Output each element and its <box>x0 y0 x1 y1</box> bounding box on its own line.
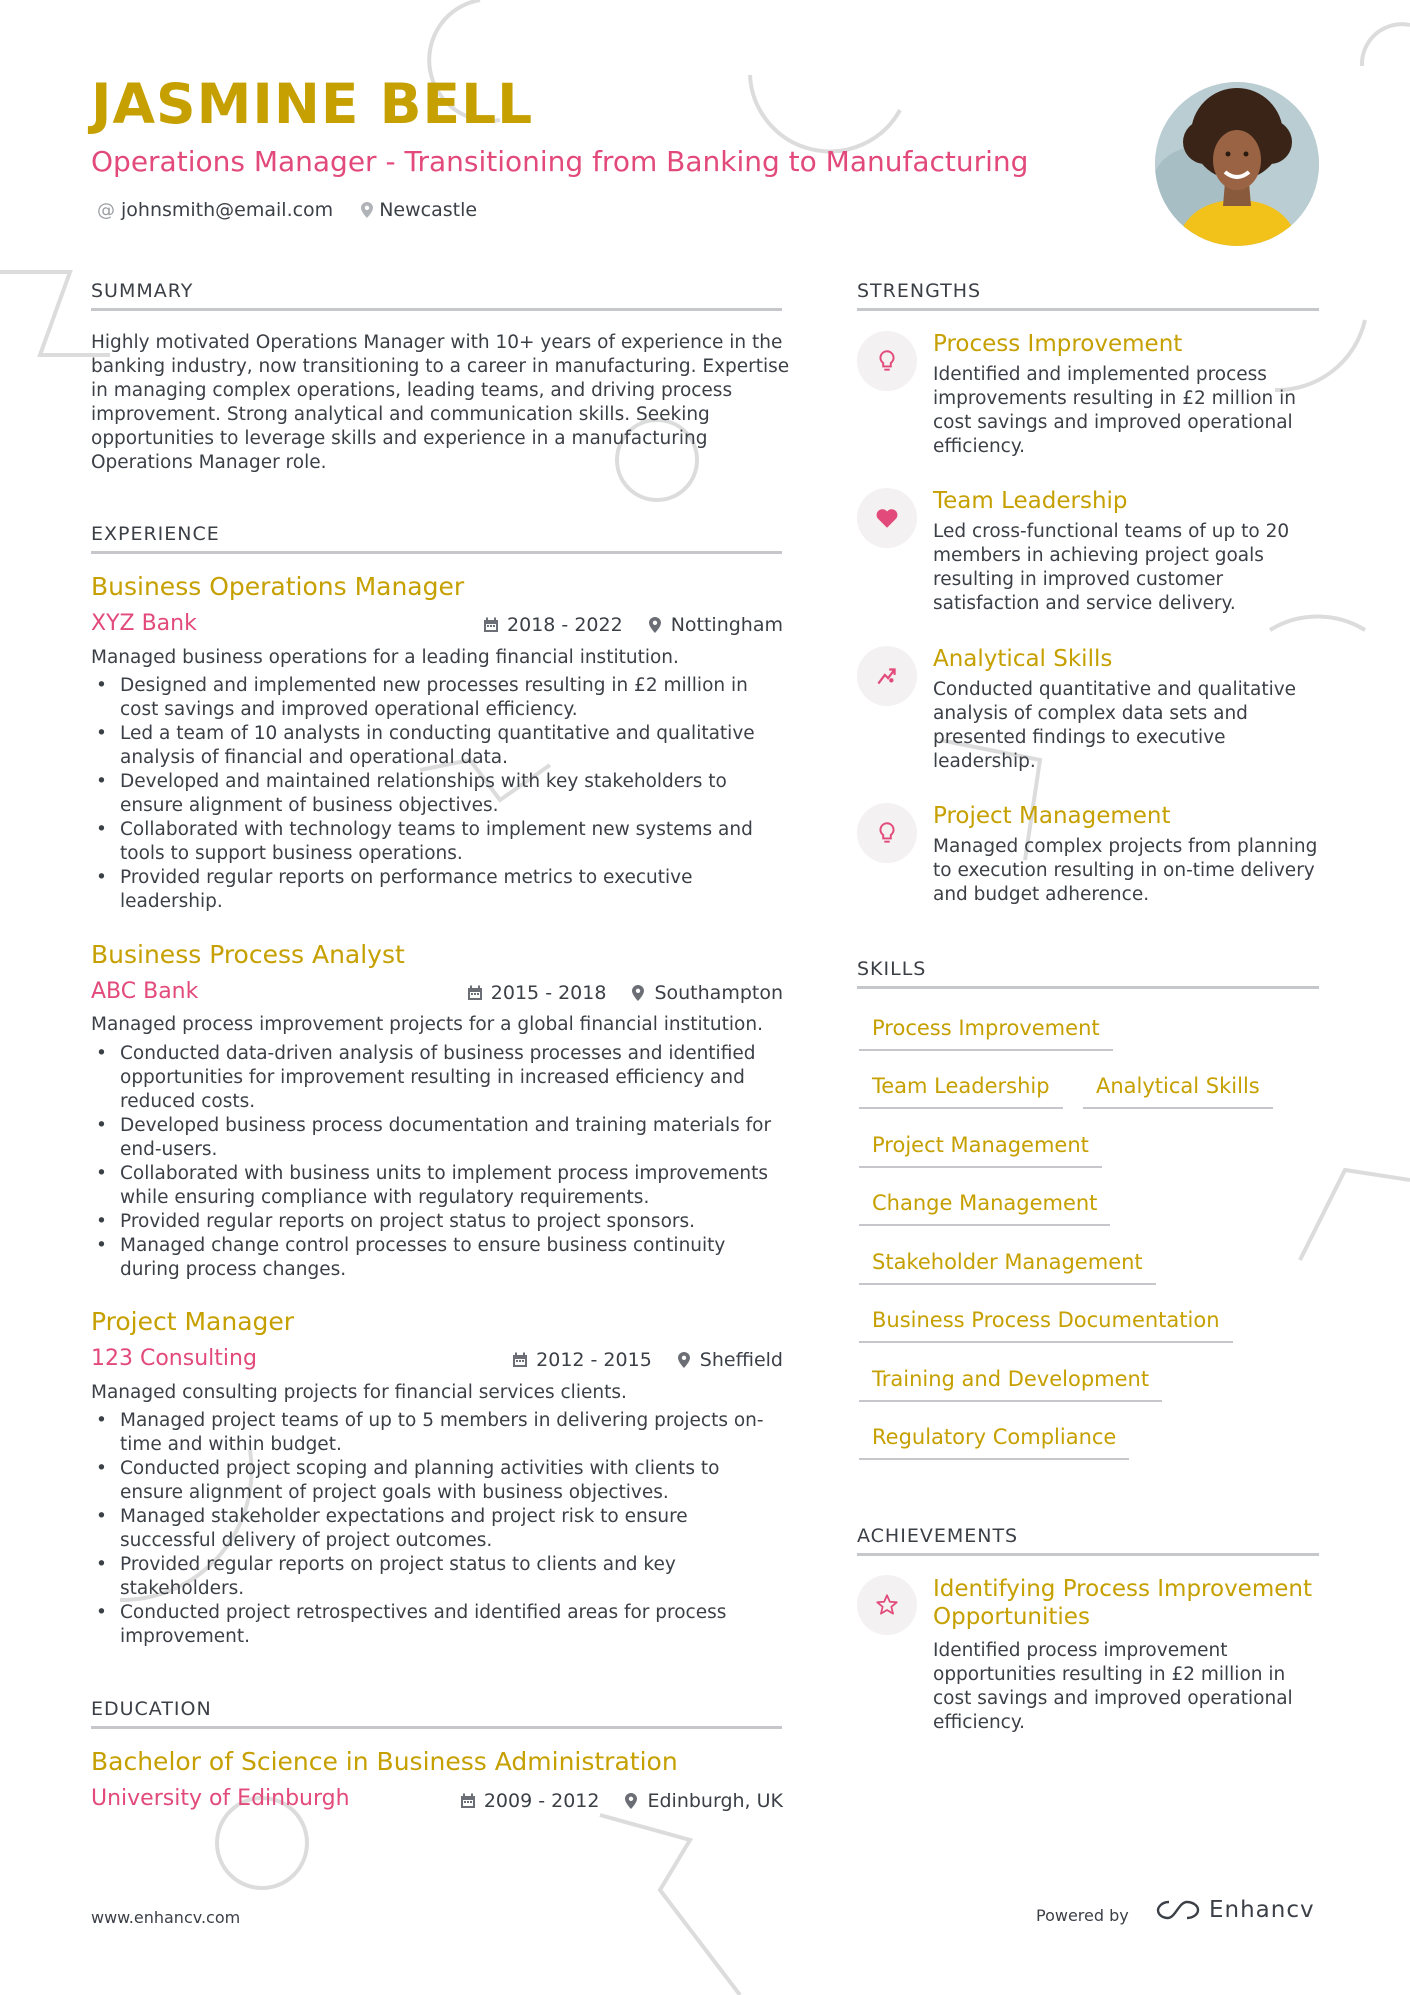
profile-photo <box>1155 82 1319 246</box>
job-location-text: Sheffield <box>699 1349 783 1371</box>
skills-heading: SKILLS <box>857 958 1319 989</box>
bullet-item: • Developed and maintained relationships with key stakeholders to ensure alignment of business objectives. <box>91 770 791 818</box>
job-role: Business Operations Manager <box>91 572 465 601</box>
job-dates <box>467 982 607 1004</box>
job-role: Project Manager <box>91 1307 295 1336</box>
summary-line: opportunities to leverage skills and experience in a manufacturing <box>91 428 708 449</box>
education-school: University of Edinburgh <box>91 1786 350 1811</box>
location-pin-icon <box>623 1793 639 1809</box>
strength-icon-wrap <box>857 488 917 548</box>
email-text: johnsmith@email.com <box>121 199 334 221</box>
contact-location <box>361 199 477 221</box>
education-heading: EDUCATION <box>91 1698 782 1729</box>
lightbulb-icon <box>874 820 900 846</box>
achievement-icon-wrap <box>857 1575 917 1635</box>
location-pin-icon <box>676 1352 692 1368</box>
education-location-text: Edinburgh, UK <box>647 1790 783 1812</box>
strength-icon-wrap <box>857 803 917 863</box>
strength-text: Led cross-functional teams of up to 20 members in achieving project goals resulting in improved customer satisfaction and service delivery. <box>933 521 1290 614</box>
education-dates <box>460 1790 600 1812</box>
strength-title: Project Management <box>933 803 1171 829</box>
skill-tag: Stakeholder Management <box>859 1250 1156 1285</box>
calendar-icon <box>460 1793 476 1809</box>
job-company: XYZ Bank <box>91 611 197 636</box>
job-company: 123 Consulting <box>91 1346 257 1371</box>
bullet-item: • Developed business process documentation and training materials for end-users. <box>91 1114 791 1162</box>
education-dates-text: 2009 - 2012 <box>483 1790 600 1812</box>
achievement-text: Identified process improvement opportunities resulting in £2 million in cost savings and improved operational efficiency. <box>933 1640 1293 1733</box>
job-location <box>676 1349 783 1371</box>
job-dates-text: 2018 - 2022 <box>507 614 623 636</box>
bullet-item: • Conducted project scoping and planning activities with clients to ensure alignment of project goals with business objectives. <box>91 1457 791 1505</box>
footer-website-link[interactable]: www.enhancv.com <box>91 1908 241 1927</box>
skill-tag: Business Process Documentation <box>859 1308 1233 1343</box>
enhancv-brand[interactable] <box>1155 1897 1315 1923</box>
job-description: Managed business operations for a leading financial institution. <box>91 647 679 668</box>
enhancv-logo-icon <box>1155 1899 1201 1921</box>
strengths-heading: STRENGTHS <box>857 280 1319 311</box>
skill-tag: Team Leadership <box>859 1074 1063 1109</box>
skill-tag: Process Improvement <box>859 1016 1113 1051</box>
experience-heading: EXPERIENCE <box>91 523 782 554</box>
candidate-name: JASMINE BELL <box>91 72 534 136</box>
job-role: Business Process Analyst <box>91 940 405 969</box>
summary-line: banking industry, now transitioning to a career in manufacturing. Expertise <box>91 356 790 377</box>
bullet-item: • Managed project teams of up to 5 members in delivering projects on- time and within budget. <box>91 1409 791 1457</box>
summary-line: improvement. Strong analytical and communication skills. Seeking <box>91 404 710 425</box>
strength-title: Team Leadership <box>933 488 1128 514</box>
trend-arrow-icon <box>874 663 900 689</box>
summary-line: in managing complex operations, leading teams, and driving process <box>91 380 733 401</box>
bullet-item: • Designed and implemented new processes resulting in £2 million in cost savings and improved operational efficiency. <box>91 674 791 722</box>
education-location <box>623 1790 783 1812</box>
education-meta <box>460 1790 783 1812</box>
skill-tag: Change Management <box>859 1191 1110 1226</box>
contact-email[interactable] <box>97 199 333 221</box>
calendar-icon <box>467 985 483 1001</box>
powered-by-label: Powered by <box>1036 1906 1129 1925</box>
location-text: Newcastle <box>379 199 478 221</box>
bullet-item: • Provided regular reports on performance metrics to executive leadership. <box>91 866 791 914</box>
bullet-item: • Managed change control processes to ensure business continuity during process changes. <box>91 1234 791 1282</box>
location-pin-icon <box>630 985 646 1001</box>
job-meta <box>467 982 783 1004</box>
location-pin-icon <box>647 617 663 633</box>
job-dates-text: 2012 - 2015 <box>536 1349 652 1371</box>
job-company: ABC Bank <box>91 979 199 1004</box>
job-description: Managed process improvement projects for a global financial institution. <box>91 1014 763 1035</box>
contact-info <box>97 199 477 221</box>
skill-tag: Analytical Skills <box>1083 1074 1273 1109</box>
job-bullets <box>91 1042 791 1282</box>
strength-icon-wrap <box>857 331 917 391</box>
summary-text <box>91 331 791 475</box>
bullet-item: • Led a team of 10 analysts in conducting quantitative and qualitative analysis of financial and operational data. <box>91 722 791 770</box>
strength-text: Identified and implemented process improvements resulting in £2 million in cost savings and improved operational efficiency. <box>933 364 1297 457</box>
summary-heading: SUMMARY <box>91 280 782 311</box>
at-sign-icon: @ <box>97 199 115 221</box>
star-icon <box>874 1592 900 1618</box>
job-location-text: Nottingham <box>670 614 783 636</box>
job-dates <box>512 1349 652 1371</box>
job-bullets <box>91 1409 791 1649</box>
calendar-icon <box>483 617 499 633</box>
achievement-title: Identifying Process Improvement Opportunities <box>933 1576 1312 1630</box>
job-meta <box>512 1349 783 1371</box>
summary-line: Highly motivated Operations Manager with 10+ years of experience in the <box>91 332 783 353</box>
bullet-item: • Conducted data-driven analysis of business processes and identified opportunities for improvement resulting in increased efficiency and reduced costs. <box>91 1042 791 1114</box>
candidate-tagline: Operations Manager - Transitioning from Banking to Manufacturing <box>91 145 1029 178</box>
bullet-item: • Collaborated with technology teams to implement new systems and tools to support business operations. <box>91 818 791 866</box>
job-meta <box>483 614 783 636</box>
job-location <box>647 614 783 636</box>
calendar-icon <box>512 1352 528 1368</box>
portrait-illustration <box>1155 82 1319 246</box>
bullet-item: • Provided regular reports on project status to clients and key stakeholders. <box>91 1553 791 1601</box>
brand-name: Enhancv <box>1209 1897 1315 1923</box>
bullet-item: • Managed stakeholder expectations and project risk to ensure successful delivery of project outcomes. <box>91 1505 791 1553</box>
job-dates-text: 2015 - 2018 <box>490 982 607 1004</box>
bullet-item: • Collaborated with business units to implement process improvements while ensuring compliance with regulatory requirements. <box>91 1162 791 1210</box>
strength-icon-wrap <box>857 646 917 706</box>
location-pin-icon <box>361 202 373 218</box>
job-location-text: Southampton <box>654 982 783 1004</box>
lightbulb-icon <box>874 348 900 374</box>
heart-icon <box>874 505 900 531</box>
bullet-item: • Provided regular reports on project status to project sponsors. <box>91 1210 791 1234</box>
skill-tag: Project Management <box>859 1133 1102 1168</box>
job-description: Managed consulting projects for financial services clients. <box>91 1382 627 1403</box>
strength-title: Analytical Skills <box>933 646 1113 672</box>
education-degree: Bachelor of Science in Business Administration <box>91 1747 678 1776</box>
job-location <box>630 982 783 1004</box>
strength-title: Process Improvement <box>933 331 1183 357</box>
bullet-item: • Conducted project retrospectives and identified areas for process improvement. <box>91 1601 791 1649</box>
job-bullets <box>91 674 791 914</box>
strength-text: Conducted quantitative and qualitative analysis of complex data sets and presented findings to executive leadership. <box>933 679 1297 772</box>
job-dates <box>483 614 623 636</box>
achievements-heading: ACHIEVEMENTS <box>857 1525 1319 1556</box>
summary-line: Operations Manager role. <box>91 452 327 473</box>
strength-text: Managed complex projects from planning to execution resulting in on-time delivery and budget adherence. <box>933 836 1318 905</box>
skill-tag: Regulatory Compliance <box>859 1425 1129 1460</box>
skill-tag: Training and Development <box>859 1367 1162 1402</box>
